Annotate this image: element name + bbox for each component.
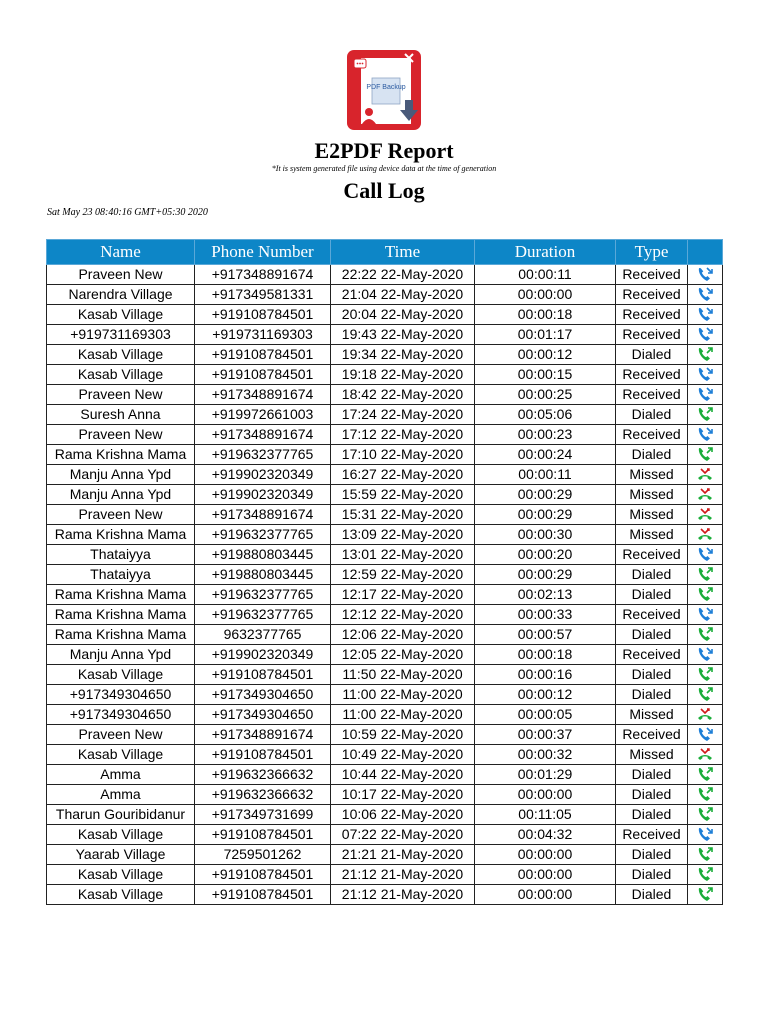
table-row <box>47 545 723 565</box>
missed-call-icon <box>696 506 714 523</box>
cell-time: 10:06 22-May-2020 <box>331 805 475 825</box>
table-row <box>47 485 723 505</box>
cell-type-icon <box>688 605 723 625</box>
cell-type: Received <box>616 325 688 345</box>
table-row <box>47 745 723 765</box>
cell-time: 22:22 22-May-2020 <box>331 265 475 285</box>
cell-type-icon <box>688 765 723 785</box>
dialed-call-icon <box>696 406 714 423</box>
cell-name: Rama Krishna Mama <box>47 525 195 545</box>
cell-type: Dialed <box>616 845 688 865</box>
cell-duration: 00:01:17 <box>475 325 616 345</box>
cell-type: Missed <box>616 525 688 545</box>
svg-text:PDF Backup: PDF Backup <box>366 84 406 91</box>
e2pdf-logo <box>345 48 425 132</box>
cell-type: Received <box>616 285 688 305</box>
cell-type-icon <box>688 685 723 705</box>
cell-name: Yaarab Village <box>47 845 195 865</box>
missed-call-icon <box>696 706 714 723</box>
cell-name: Rama Krishna Mama <box>47 585 195 605</box>
cell-time: 19:18 22-May-2020 <box>331 365 475 385</box>
cell-type-icon <box>688 885 723 905</box>
cell-name: Kasab Village <box>47 365 195 385</box>
cell-phone: +919902320349 <box>195 645 331 665</box>
cell-type: Dialed <box>616 865 688 885</box>
cell-type: Dialed <box>616 765 688 785</box>
dialed-call-icon <box>696 346 714 363</box>
cell-duration: 00:01:29 <box>475 765 616 785</box>
cell-phone: +917348891674 <box>195 505 331 525</box>
table-row <box>47 585 723 605</box>
table-row <box>47 605 723 625</box>
cell-duration: 00:00:05 <box>475 705 616 725</box>
missed-call-icon <box>696 466 714 483</box>
cell-name: Thataiyya <box>47 565 195 585</box>
cell-duration: 00:00:18 <box>475 305 616 325</box>
cell-type-icon <box>688 745 723 765</box>
cell-name: +919731169303 <box>47 325 195 345</box>
cell-type-icon <box>688 465 723 485</box>
cell-time: 21:12 21-May-2020 <box>331 885 475 905</box>
cell-type: Dialed <box>616 665 688 685</box>
cell-name: Tharun Gouribidanur <box>47 805 195 825</box>
received-call-icon <box>696 606 714 623</box>
table-row <box>47 265 723 285</box>
cell-type: Dialed <box>616 345 688 365</box>
cell-duration: 00:00:00 <box>475 885 616 905</box>
cell-type: Dialed <box>616 565 688 585</box>
cell-type: Dialed <box>616 445 688 465</box>
table-row <box>47 305 723 325</box>
table-row <box>47 725 723 745</box>
cell-time: 17:24 22-May-2020 <box>331 405 475 425</box>
cell-name: Thataiyya <box>47 545 195 565</box>
cell-phone: +919632377765 <box>195 605 331 625</box>
cell-type-icon <box>688 405 723 425</box>
cell-duration: 00:00:00 <box>475 285 616 305</box>
cell-type: Dialed <box>616 405 688 425</box>
cell-phone: +919632377765 <box>195 585 331 605</box>
missed-call-icon <box>696 526 714 543</box>
cell-phone: +919731169303 <box>195 325 331 345</box>
cell-duration: 00:00:23 <box>475 425 616 445</box>
cell-type: Dialed <box>616 785 688 805</box>
cell-type-icon <box>688 825 723 845</box>
dialed-call-icon <box>696 786 714 803</box>
cell-name: Amma <box>47 785 195 805</box>
cell-duration: 00:00:25 <box>475 385 616 405</box>
cell-duration: 00:00:30 <box>475 525 616 545</box>
cell-name: Kasab Village <box>47 745 195 765</box>
cell-name: Kasab Village <box>47 305 195 325</box>
cell-type: Missed <box>616 705 688 725</box>
cell-phone: +919108784501 <box>195 825 331 845</box>
cell-type-icon <box>688 325 723 345</box>
table-row <box>47 425 723 445</box>
cell-time: 21:04 22-May-2020 <box>331 285 475 305</box>
generated-timestamp: Sat May 23 08:40:16 GMT+05:30 2020 <box>47 207 208 218</box>
cell-time: 21:12 21-May-2020 <box>331 865 475 885</box>
cell-type-icon <box>688 265 723 285</box>
cell-type-icon <box>688 305 723 325</box>
dialed-call-icon <box>696 626 714 643</box>
column-header-icon <box>688 240 723 265</box>
dialed-call-icon <box>696 866 714 883</box>
cell-type-icon <box>688 425 723 445</box>
cell-phone: +919632366632 <box>195 785 331 805</box>
cell-type: Dialed <box>616 585 688 605</box>
cell-time: 11:50 22-May-2020 <box>331 665 475 685</box>
cell-time: 15:31 22-May-2020 <box>331 505 475 525</box>
table-row <box>47 465 723 485</box>
cell-phone: +919108784501 <box>195 345 331 365</box>
cell-duration: 00:00:11 <box>475 465 616 485</box>
cell-time: 15:59 22-May-2020 <box>331 485 475 505</box>
cell-time: 20:04 22-May-2020 <box>331 305 475 325</box>
cell-type-icon <box>688 805 723 825</box>
cell-name: Suresh Anna <box>47 405 195 425</box>
cell-name: Rama Krishna Mama <box>47 445 195 465</box>
cell-duration: 00:04:32 <box>475 825 616 845</box>
dialed-call-icon <box>696 586 714 603</box>
cell-phone: +919880803445 <box>195 545 331 565</box>
cell-phone: +919108784501 <box>195 865 331 885</box>
table-row <box>47 445 723 465</box>
cell-phone: +917348891674 <box>195 385 331 405</box>
cell-phone: +917349731699 <box>195 805 331 825</box>
cell-time: 12:06 22-May-2020 <box>331 625 475 645</box>
cell-type: Dialed <box>616 885 688 905</box>
cell-type: Dialed <box>616 805 688 825</box>
cell-duration: 00:00:00 <box>475 845 616 865</box>
received-call-icon <box>696 546 714 563</box>
cell-duration: 00:05:06 <box>475 405 616 425</box>
cell-phone: +917348891674 <box>195 425 331 445</box>
cell-time: 18:42 22-May-2020 <box>331 385 475 405</box>
cell-name: +917349304650 <box>47 705 195 725</box>
cell-type: Missed <box>616 465 688 485</box>
section-title: Call Log <box>343 178 425 203</box>
cell-phone: +919108784501 <box>195 365 331 385</box>
cell-type-icon <box>688 485 723 505</box>
cell-time: 11:00 22-May-2020 <box>331 685 475 705</box>
cell-phone: +919902320349 <box>195 485 331 505</box>
cell-type: Dialed <box>616 685 688 705</box>
table-row <box>47 685 723 705</box>
cell-type: Received <box>616 365 688 385</box>
cell-name: Rama Krishna Mama <box>47 605 195 625</box>
cell-duration: 00:02:13 <box>475 585 616 605</box>
table-row <box>47 325 723 345</box>
cell-time: 10:44 22-May-2020 <box>331 765 475 785</box>
cell-type: Dialed <box>616 625 688 645</box>
table-row <box>47 825 723 845</box>
cell-duration: 00:00:29 <box>475 565 616 585</box>
cell-type-icon <box>688 505 723 525</box>
received-call-icon <box>696 306 714 323</box>
dialed-call-icon <box>696 666 714 683</box>
cell-time: 19:43 22-May-2020 <box>331 325 475 345</box>
cell-phone: +917348891674 <box>195 265 331 285</box>
cell-time: 07:22 22-May-2020 <box>331 825 475 845</box>
received-call-icon <box>696 426 714 443</box>
cell-duration: 00:11:05 <box>475 805 616 825</box>
table-row <box>47 845 723 865</box>
pdf-backup-logo-icon <box>345 48 425 132</box>
table-row <box>47 405 723 425</box>
table-row <box>47 505 723 525</box>
table-row <box>47 345 723 365</box>
missed-call-icon <box>696 746 714 763</box>
cell-time: 10:59 22-May-2020 <box>331 725 475 745</box>
cell-phone: +919108784501 <box>195 305 331 325</box>
cell-type-icon <box>688 285 723 305</box>
cell-phone: +919632377765 <box>195 445 331 465</box>
cell-time: 21:21 21-May-2020 <box>331 845 475 865</box>
report-title: E2PDF Report <box>314 138 454 163</box>
cell-duration: 00:00:12 <box>475 685 616 705</box>
cell-duration: 00:00:32 <box>475 745 616 765</box>
table-row <box>47 705 723 725</box>
cell-time: 12:05 22-May-2020 <box>331 645 475 665</box>
generation-note: *It is system generated file using device data at the time of generation <box>271 164 497 173</box>
cell-name: Praveen New <box>47 385 195 405</box>
table-row <box>47 525 723 545</box>
received-call-icon <box>696 646 714 663</box>
received-call-icon <box>696 826 714 843</box>
cell-type-icon <box>688 705 723 725</box>
column-header-time: Time <box>331 240 475 265</box>
cell-time: 16:27 22-May-2020 <box>331 465 475 485</box>
cell-duration: 00:00:16 <box>475 665 616 685</box>
cell-type-icon <box>688 845 723 865</box>
column-header-duration: Duration <box>475 240 616 265</box>
received-call-icon <box>696 366 714 383</box>
missed-call-icon <box>696 486 714 503</box>
cell-type: Received <box>616 605 688 625</box>
cell-time: 13:01 22-May-2020 <box>331 545 475 565</box>
cell-duration: 00:00:57 <box>475 625 616 645</box>
column-header-phone: Phone Number <box>195 240 331 265</box>
cell-type: Received <box>616 825 688 845</box>
cell-phone: +919108784501 <box>195 885 331 905</box>
cell-name: +917349304650 <box>47 685 195 705</box>
cell-name: Kasab Village <box>47 885 195 905</box>
cell-type-icon <box>688 865 723 885</box>
cell-phone: +919880803445 <box>195 565 331 585</box>
table-row <box>47 285 723 305</box>
cell-phone: +917349304650 <box>195 685 331 705</box>
cell-time: 12:59 22-May-2020 <box>331 565 475 585</box>
table-row <box>47 365 723 385</box>
column-header-name: Name <box>47 240 195 265</box>
cell-type: Received <box>616 725 688 745</box>
received-call-icon <box>696 286 714 303</box>
cell-name: Rama Krishna Mama <box>47 625 195 645</box>
cell-duration: 00:00:12 <box>475 345 616 365</box>
cell-time: 19:34 22-May-2020 <box>331 345 475 365</box>
cell-name: Praveen New <box>47 505 195 525</box>
cell-duration: 00:00:00 <box>475 785 616 805</box>
cell-name: Kasab Village <box>47 665 195 685</box>
cell-phone: +919972661003 <box>195 405 331 425</box>
cell-phone: +919902320349 <box>195 465 331 485</box>
cell-type: Missed <box>616 505 688 525</box>
cell-duration: 00:00:37 <box>475 725 616 745</box>
table-row <box>47 885 723 905</box>
cell-type-icon <box>688 725 723 745</box>
cell-duration: 00:00:18 <box>475 645 616 665</box>
cell-type-icon <box>688 365 723 385</box>
cell-phone: 7259501262 <box>195 845 331 865</box>
cell-name: Kasab Village <box>47 345 195 365</box>
table-row <box>47 785 723 805</box>
cell-name: Amma <box>47 765 195 785</box>
call-log-body <box>47 265 723 905</box>
cell-type: Received <box>616 545 688 565</box>
cell-type-icon <box>688 525 723 545</box>
cell-type: Received <box>616 385 688 405</box>
cell-duration: 00:00:20 <box>475 545 616 565</box>
table-row <box>47 385 723 405</box>
cell-name: Kasab Village <box>47 825 195 845</box>
cell-time: 13:09 22-May-2020 <box>331 525 475 545</box>
cell-name: Kasab Village <box>47 865 195 885</box>
cell-type-icon <box>688 545 723 565</box>
dialed-call-icon <box>696 686 714 703</box>
table-row <box>47 805 723 825</box>
cell-type-icon <box>688 785 723 805</box>
cell-type: Received <box>616 305 688 325</box>
dialed-call-icon <box>696 446 714 463</box>
table-row <box>47 565 723 585</box>
received-call-icon <box>696 386 714 403</box>
dialed-call-icon <box>696 566 714 583</box>
cell-name: Narendra Village <box>47 285 195 305</box>
cell-type: Missed <box>616 485 688 505</box>
cell-type-icon <box>688 625 723 645</box>
cell-phone: +917349581331 <box>195 285 331 305</box>
cell-type: Received <box>616 265 688 285</box>
received-call-icon <box>696 726 714 743</box>
cell-time: 10:17 22-May-2020 <box>331 785 475 805</box>
cell-duration: 00:00:29 <box>475 485 616 505</box>
call-log-table <box>46 239 723 905</box>
cell-type-icon <box>688 665 723 685</box>
cell-time: 11:00 22-May-2020 <box>331 705 475 725</box>
column-header-type: Type <box>616 240 688 265</box>
cell-type-icon <box>688 645 723 665</box>
cell-phone: +919108784501 <box>195 665 331 685</box>
cell-name: Manju Anna Ypd <box>47 645 195 665</box>
table-row <box>47 665 723 685</box>
cell-phone: +919108784501 <box>195 745 331 765</box>
cell-duration: 00:00:29 <box>475 505 616 525</box>
cell-phone: 9632377765 <box>195 625 331 645</box>
cell-type: Received <box>616 425 688 445</box>
cell-duration: 00:00:33 <box>475 605 616 625</box>
dialed-call-icon <box>696 766 714 783</box>
received-call-icon <box>696 326 714 343</box>
table-row <box>47 625 723 645</box>
cell-duration: 00:00:00 <box>475 865 616 885</box>
cell-time: 12:17 22-May-2020 <box>331 585 475 605</box>
cell-type-icon <box>688 585 723 605</box>
cell-time: 10:49 22-May-2020 <box>331 745 475 765</box>
cell-type: Missed <box>616 745 688 765</box>
cell-name: Manju Anna Ypd <box>47 485 195 505</box>
cell-duration: 00:00:11 <box>475 265 616 285</box>
cell-name: Praveen New <box>47 425 195 445</box>
cell-phone: +919632377765 <box>195 525 331 545</box>
received-call-icon <box>696 266 714 283</box>
table-row <box>47 865 723 885</box>
table-row <box>47 765 723 785</box>
cell-phone: +917349304650 <box>195 705 331 725</box>
cell-duration: 00:00:15 <box>475 365 616 385</box>
cell-time: 17:10 22-May-2020 <box>331 445 475 465</box>
cell-type-icon <box>688 345 723 365</box>
dialed-call-icon <box>696 846 714 863</box>
table-row <box>47 645 723 665</box>
cell-type-icon <box>688 445 723 465</box>
cell-type-icon <box>688 565 723 585</box>
dialed-call-icon <box>696 806 714 823</box>
table-header-row <box>47 240 723 265</box>
dialed-call-icon <box>696 886 714 903</box>
cell-time: 12:12 22-May-2020 <box>331 605 475 625</box>
cell-duration: 00:00:24 <box>475 445 616 465</box>
cell-phone: +917348891674 <box>195 725 331 745</box>
cell-phone: +919632366632 <box>195 765 331 785</box>
cell-name: Praveen New <box>47 725 195 745</box>
cell-time: 17:12 22-May-2020 <box>331 425 475 445</box>
cell-type: Received <box>616 645 688 665</box>
cell-name: Manju Anna Ypd <box>47 465 195 485</box>
cell-name: Praveen New <box>47 265 195 285</box>
cell-type-icon <box>688 385 723 405</box>
